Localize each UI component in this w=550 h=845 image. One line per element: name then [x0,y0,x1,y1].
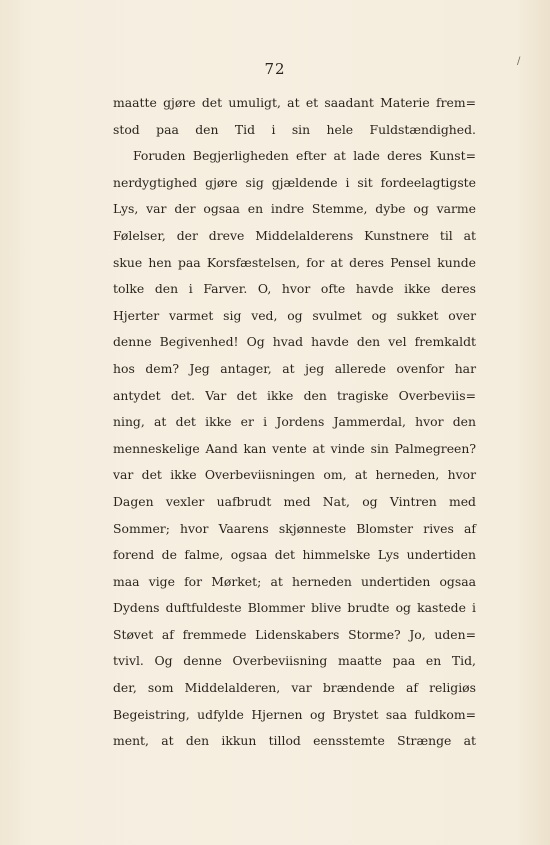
text-line: tolke den i Farver. O, hvor ofte havde ikke deres [113,281,476,297]
text-line: var det ikke Overbeviisningen om, at herneden, hvor [113,467,476,483]
margin-mark: / [517,56,521,67]
text-line: hos dem? Jeg antager, at jeg allerede ovenfor har [113,360,476,376]
text-line: Begeistring, udfylde Hjernen og Brystet saa fuldkom= [113,706,476,722]
text-line: denne Begivenhed! Og hvad havde den vel fremkaldt [113,334,476,350]
text-line: maatte gjøre det umuligt, at et saadant Materie frem= [113,95,476,110]
text-line: Støvet af fremmede Lidenskabers Storme? Jo, uden= [113,626,476,642]
text-line: Følelser, der dreve Middelalderens Kunstnere til at [113,227,476,243]
text-line: skue hen paa Korsfæstelsen, for at deres Pensel kunde [113,254,476,270]
text-line: ning, at det ikke er i Jordens Jammerdal, hvor den [113,414,476,430]
text-line: Dydens duftfuldeste Blommer blive brudte og kastede i [113,600,476,616]
text-line: maa vige for Mørket; at herneden undertiden ogsaa [113,573,476,589]
text-line: menneskelige Aand kan vente at vinde sin Palmegreen? [113,440,476,456]
text-line: ment, at den ikkun tillod eensstemte Strænge at [113,733,476,749]
text-line: Lys, var der ogsaa en indre Stemme, dybe og varme [113,201,476,217]
text-line: Foruden Begjerligheden efter at lade deres Kunst= [133,148,476,164]
body-text [113,90,476,755]
text-line: Sommer; hvor Vaarens skjønneste Blomster rives af [113,520,476,536]
text-line: forend de falme, ogsaa det himmelske Lys undertiden [113,547,476,563]
text-line: Hjerter varmet sig ved, og svulmet og sukket over [113,307,476,323]
text-line: stod paa den Tid i sin hele Fuldstændighed. [113,121,476,137]
text-line: antydet det. Var det ikke den tragiske Overbeviis= [113,387,476,403]
text-line: Dagen vexler uafbrudt med Nat, og Vintren med [113,493,476,509]
page-number: 72 [264,60,286,78]
text-line: tvivl. Og denne Overbeviisning maatte paa en Tid, [113,653,476,669]
text-line: nerdygtighed gjøre sig gjældende i sit fordeelagtigste [113,174,476,190]
text-line: der, som Middelalderen, var brændende af religiøs [113,680,476,696]
